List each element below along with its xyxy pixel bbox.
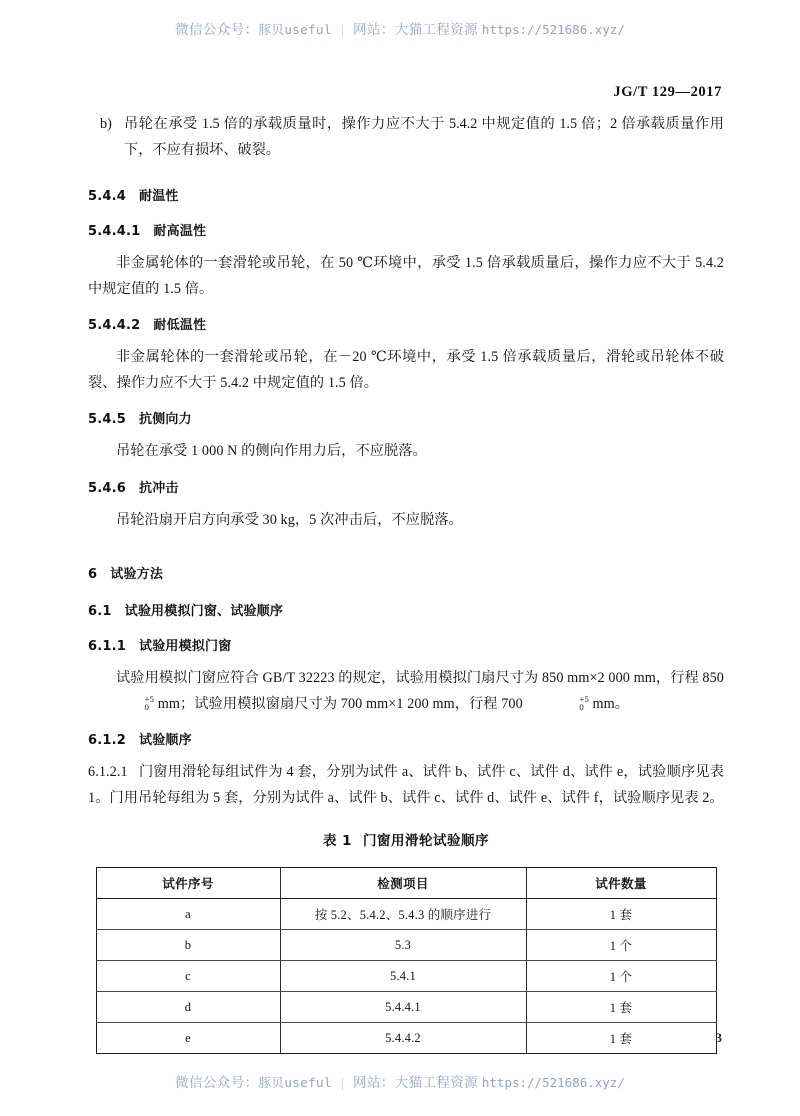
tolerance-upper: +5 — [144, 694, 155, 705]
paragraph-5-4-6: 吊轮沿扇开启方向承受 30 kg，5 次冲击后，不应脱落。 — [116, 511, 463, 528]
watermark-site-label: 网站： — [352, 1075, 395, 1090]
heading-title: 试验顺序 — [139, 733, 192, 748]
table-caption-label: 表 1 — [322, 833, 353, 849]
heading-5-4-4 — [88, 185, 724, 204]
paragraph-text: 门窗用滑轮每组试件为 4 套，分别为试件 a、试件 b、试件 c、试件 d、试件 e，试验顺序见表 1。门用吊轮每组为 5 套，分别为试件 a、试件 b、试件 c、试件 d、试件 e、试件 f，试验顺序见表 2。 — [88, 764, 724, 806]
list-item-text: 吊轮在承受 1.5 倍的承载质量时，操作力应不大于 5.4.2 中规定值的 1.5 倍；2 倍承载质量作用下，不应有损坏、破裂。 — [124, 116, 724, 158]
heading-title: 试验方法 — [110, 567, 164, 582]
heading-title: 抗冲击 — [139, 480, 179, 496]
heading-number: 5.4.6 — [88, 480, 127, 496]
paragraph-5-4-4-1: 非金属轮体的一套滑轮或吊轮，在 50 ℃环境中，承受 1.5 倍承载质量后，操作力应不大于 5.4.2 中规定值的 1.5 倍。 — [88, 255, 724, 297]
column-header-specimen-no: 试件序号 — [96, 868, 280, 899]
watermark-separator: | — [340, 22, 344, 37]
watermark-bottom — [0, 1071, 800, 1091]
watermark-separator: | — [340, 1075, 344, 1090]
document-body — [88, 112, 724, 1054]
heading-number: 6.1.2 — [88, 733, 127, 748]
cell-specimen: b — [96, 930, 280, 961]
cell-test-item: 5.3 — [280, 930, 526, 961]
heading-6-1 — [88, 600, 724, 619]
cell-specimen: c — [96, 961, 280, 992]
watermark-wechat-value: 豚贝useful — [258, 22, 332, 37]
standard-code-header: JG/T 129—2017 — [613, 84, 722, 100]
table-row — [96, 899, 716, 930]
heading-5-4-4-1 — [88, 220, 724, 239]
heading-5-4-6 — [88, 477, 724, 496]
heading-title: 抗侧向力 — [139, 412, 192, 427]
paragraph-6-1-2-1 — [88, 760, 724, 811]
heading-6 — [88, 563, 724, 582]
heading-number: 5.4.4.1 — [88, 224, 141, 239]
table-row — [96, 961, 716, 992]
heading-number: 6.1.1 — [88, 639, 127, 654]
watermark-wechat-label: 微信公众号： — [175, 1075, 259, 1090]
heading-title: 试验用模拟门窗、试验顺序 — [124, 604, 284, 619]
heading-6-1-1 — [88, 635, 724, 654]
paragraph-6-1-1-part1: 试验用模拟门窗应符合 GB/T 32223 的规定，试验用模拟门扇尺寸为 850 mm×2 000 mm，行程 850 — [116, 670, 724, 686]
table-caption — [88, 829, 724, 849]
heading-5-4-4-2 — [88, 314, 724, 333]
cell-specimen: d — [96, 992, 280, 1023]
cell-test-item: 5.4.4.1 — [280, 992, 526, 1023]
heading-title: 耐低温性 — [153, 318, 207, 333]
paragraph-5-4-5: 吊轮在承受 1 000 N 的侧向作用力后，不应脱落。 — [116, 443, 427, 459]
list-item-marker: b) — [100, 116, 112, 132]
list-item — [88, 112, 724, 163]
watermark-wechat-value: 豚贝useful — [258, 1075, 332, 1090]
watermark-url: https://521686.xyz/ — [481, 22, 625, 37]
paragraph-6-1-1-part3: mm。 — [588, 695, 630, 712]
heading-number: 5.4.4.2 — [88, 318, 141, 333]
cell-test-item: 5.4.4.2 — [280, 1023, 526, 1054]
watermark-top — [0, 18, 800, 38]
table-header-row — [96, 868, 716, 899]
heading-title: 试验用模拟门窗 — [139, 639, 232, 654]
watermark-site-label: 网站： — [352, 22, 395, 37]
watermark-url: https://521686.xyz/ — [481, 1075, 625, 1090]
watermark-site-value: 大猫工程资源 — [394, 1075, 479, 1090]
cell-test-item: 按 5.2、5.4.2、5.4.3 的顺序进行 — [280, 899, 526, 930]
heading-title: 耐高温性 — [153, 224, 207, 239]
column-header-test-item: 检测项目 — [280, 868, 526, 899]
table-caption-title: 门窗用滑轮试验顺序 — [363, 833, 490, 849]
watermark-site-value: 大猫工程资源 — [394, 22, 479, 37]
tolerance-notation-door — [88, 692, 154, 718]
table-row — [96, 992, 716, 1023]
cell-quantity: 1 套 — [526, 992, 716, 1023]
cell-quantity: 1 套 — [609, 1032, 633, 1046]
heading-6-1-2 — [88, 729, 724, 748]
table-row — [96, 930, 716, 961]
cell-quantity: 1 个 — [526, 930, 716, 961]
test-sequence-table — [96, 867, 717, 1054]
column-header-specimen-qty: 试件数量 — [526, 868, 716, 899]
cell-quantity: 1 套 — [526, 899, 716, 930]
cell-specimen: e — [96, 1023, 280, 1054]
paragraph-number: 6.1.2.1 — [88, 764, 128, 780]
watermark-wechat-label: 微信公众号： — [175, 22, 259, 37]
heading-title: 耐温性 — [139, 189, 179, 204]
heading-5-4-5 — [88, 408, 724, 427]
tolerance-notation-window — [523, 692, 589, 718]
heading-number: 6 — [88, 567, 98, 582]
tolerance-lower: 0 — [144, 701, 149, 712]
heading-number: 5.4.4 — [88, 189, 127, 204]
cell-quantity: 1 个 — [526, 961, 716, 992]
heading-number: 6.1 — [88, 604, 112, 619]
tolerance-upper: +5 — [579, 694, 589, 705]
paragraph-5-4-4-2: 非金属轮体的一套滑轮或吊轮，在－20 ℃环境中，承受 1.5 倍承载质量后，滑轮或吊轮体不破裂、操作力应不大于 5.4.2 中规定值的 1.5 倍。 — [88, 349, 724, 391]
tolerance-lower: 0 — [579, 701, 584, 712]
paragraph-6-1-1 — [88, 666, 724, 717]
table-row — [96, 1023, 716, 1054]
page-number: 3 — [715, 1030, 722, 1045]
cell-test-item: 5.4.1 — [280, 961, 526, 992]
paragraph-6-1-1-part2: mm；试验用模拟窗扇尺寸为 700 mm×1 200 mm，行程 700 — [154, 695, 523, 712]
heading-number: 5.4.5 — [88, 412, 127, 427]
cell-specimen: a — [96, 899, 280, 930]
